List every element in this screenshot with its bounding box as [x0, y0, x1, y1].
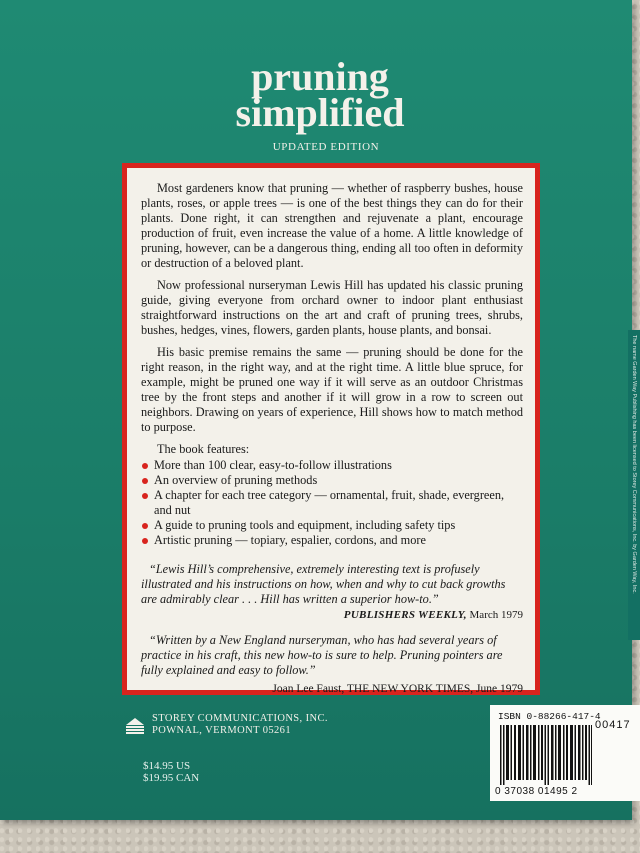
publisher-address: POWNAL, VERMONT 05261	[152, 725, 291, 736]
barcode-label	[490, 705, 640, 801]
description-paragraph-2: Now professional nurseryman Lewis Hill has updated his classic pruning guide, giving everyone from orchard owner to indoor plant enthusiast straightforward instructions on the art and craft of pruning trees, shrubs, bushes, hedges, vines, flowers, garden plants, house plants, and bonsai.	[141, 278, 523, 337]
book-title-line1: pruning	[251, 54, 389, 99]
isbn-text: ISBN 0-88266-417-4	[498, 711, 601, 722]
feature-text: Artistic pruning — topiary, espalier, cordons, and more	[154, 533, 426, 547]
bullet-icon	[142, 493, 148, 499]
description-panel	[122, 163, 540, 695]
features-intro: The book features:	[157, 442, 250, 456]
feature-item	[141, 473, 523, 488]
spine-license-text: The name Garden Way Publishing has been licensed to Storey Communications, Inc. by Garden Way, Inc.	[631, 335, 637, 594]
bullet-icon	[142, 478, 148, 484]
review-date-1: March 1979	[469, 609, 523, 621]
description-panel-inner	[127, 168, 535, 695]
publisher-name: STOREY COMMUNICATIONS, INC.	[152, 713, 328, 724]
barcode-addon-number: 00417	[595, 719, 631, 731]
review-quote-2: “Written by a New England nurseryman, who has had several years of practice in his craft, this new how-to is sure to help. Pruning pointers are fully explained and easy to follow.”	[141, 633, 503, 677]
feature-item	[141, 518, 523, 533]
review-attribution-2: Joan Lee Faust, THE NEW YORK TIMES, June 1979	[272, 683, 523, 695]
feature-text: A chapter for each tree category — ornamental, fruit, shade, evergreen, and nut	[154, 488, 505, 517]
publisher-block	[128, 713, 328, 737]
bullet-icon	[142, 463, 148, 469]
feature-item	[141, 458, 523, 473]
review-attribution-1	[141, 608, 523, 623]
review-source-1: PUBLISHERS WEEKLY,	[343, 609, 467, 621]
book-title-line2: simplified	[235, 90, 405, 135]
bullet-icon	[142, 538, 148, 544]
feature-item	[141, 488, 523, 518]
price-block	[143, 760, 199, 784]
barcode-icon	[500, 725, 592, 785]
publisher-logo-icon	[124, 715, 146, 735]
upc-number: 0 37038 01495 2	[495, 786, 578, 797]
features-list	[141, 458, 523, 548]
price-us: $14.95 US	[143, 760, 191, 772]
feature-text: An overview of pruning methods	[154, 473, 318, 487]
feature-text: A guide to pruning tools and equipment, including safety tips	[154, 518, 456, 532]
price-can: $19.95 CAN	[143, 772, 200, 784]
bullet-icon	[142, 523, 148, 529]
description-paragraph-1: Most gardeners know that pruning — whether of raspberry bushes, house plants, roses, or apple trees — is one of the best things they can do for their plants. Done right, it can strengthen and rejuvenate a plant, encourage production of fruit, even increase the value of a home. A little knowledge of pruning, however, can be a dangerous thing, ending all too often in deformity or destruction of a beloved plant.	[141, 181, 523, 270]
edition-label: UPDATED EDITION	[272, 141, 380, 153]
feature-text: More than 100 clear, easy-to-follow illustrations	[154, 458, 392, 472]
feature-item	[141, 533, 523, 548]
description-paragraph-3: His basic premise remains the same — pruning should be done for the right reason, in the right way, and at the right time. A little blue spruce, for example, might be pruned one way if it will serve as an outdoor Christmas tree by the front steps and another if it will grow in a row to screen out neighbors. Drawing on years of experience, Hill shows how to match method to purpose.	[141, 345, 523, 434]
review-quote-1: “Lewis Hill’s comprehensive, extremely interesting text is profusely illustrated and his instructions on how, when and why to cut back growths are admirably clear . . . Hill has written a superior how-to.”	[141, 562, 506, 606]
